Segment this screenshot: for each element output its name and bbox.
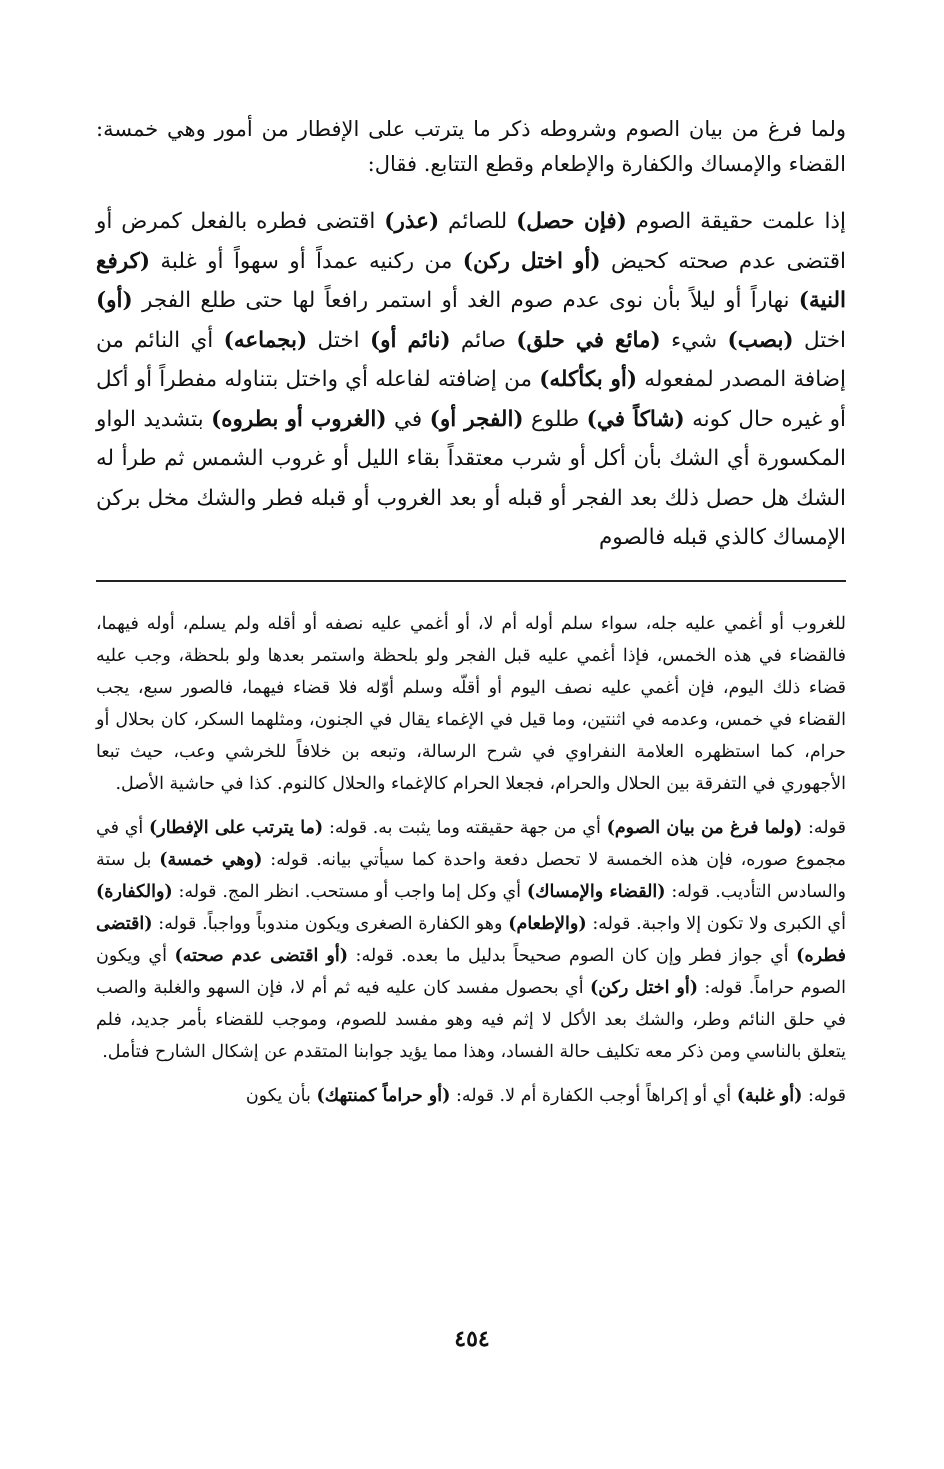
bold-citation: (والإطعام) bbox=[508, 913, 587, 934]
bold-citation: (وهي خمسة) bbox=[159, 849, 263, 870]
text-run: بأن يكون bbox=[245, 1085, 317, 1106]
bold-citation: (عذر) bbox=[384, 209, 440, 234]
bold-citation: (كرفع النية) bbox=[96, 248, 846, 313]
text-run: اختل bbox=[307, 327, 370, 353]
text-run: أي جواز فطر وإن كان الصوم صحيحاً بدليل ما بعده. قوله: bbox=[348, 945, 797, 966]
bold-citation: (شاكاً في) bbox=[586, 406, 685, 432]
bold-citation: (اقتضى فطره) bbox=[96, 913, 846, 966]
text-run: إذا علمت حقيقة الصوم bbox=[626, 209, 846, 234]
text-run: نهاراً أو ليلاً بأن نوى عدم صوم الغد أو استمر رافعاً لها حتى طلع الفجر bbox=[132, 288, 799, 313]
footnote-paragraph bbox=[96, 1080, 846, 1112]
footnotes bbox=[96, 608, 846, 1112]
text-run: في bbox=[386, 406, 430, 432]
bold-citation: (بجماعه) bbox=[223, 327, 308, 353]
text-run: طلوع bbox=[523, 406, 587, 432]
bold-citation: (الغروب أو بطروه) bbox=[211, 406, 387, 432]
text-run: أي النائم من إضافة المصدر لمفعوله bbox=[96, 327, 846, 392]
text-run: شيء bbox=[660, 327, 728, 353]
text-run: أي وكل إما واجب أو مستحب. انظر المج. قوله: bbox=[172, 881, 527, 902]
bold-citation: (أو بكأكله) bbox=[539, 367, 638, 392]
text-run: أي من جهة حقيقته وما يثبت به. قوله: bbox=[323, 817, 607, 838]
bold-citation: (بصب) bbox=[727, 327, 794, 353]
text-run: بل ستة والسادس التأديب. قوله: bbox=[96, 849, 846, 902]
text-run: للصائم bbox=[439, 209, 517, 234]
page-number: ٤٥٤ bbox=[454, 1326, 490, 1352]
bold-citation: (والكفارة) bbox=[96, 881, 173, 902]
text-run: أي أو إكراهاً أوجب الكفارة أم لا. قوله: bbox=[450, 1085, 737, 1106]
text-run: أي ويكون الصوم حراماً. قوله: bbox=[96, 945, 846, 998]
text-run: أي الكبرى ولا تكون إلا واجبة. قوله: bbox=[586, 913, 846, 934]
bold-citation: (أو اقتضى عدم صحته) bbox=[174, 945, 349, 966]
text-run: قوله: bbox=[802, 1085, 846, 1106]
text-run: أي بحصول مفسد كان عليه فيه ثم أم لا، فإن السهو والغلبة والصب في حلق النائم وطر، والشك بعد الأكل لا إثم فيه وهو مفسد للصوم، وموجب للقضاء بأمر جديد، فلم يتعلق بالناسي ومن ذكر معه تكليف حالة الفساد، وهذا مما يؤيد جوابنا المتقدم عن إشكال الشارح فتأمل. bbox=[96, 977, 846, 1062]
bold-citation: (أو) bbox=[96, 288, 133, 313]
text-run: اقتضى فطره بالفعل كمرض أو اقتضى عدم صحته كحيض bbox=[96, 209, 846, 274]
text-run: قوله: bbox=[802, 817, 847, 838]
footnote-paragraph bbox=[96, 608, 846, 800]
bold-citation: (ما يترتب على الإفطار) bbox=[149, 817, 324, 838]
bold-citation: (نائم أو) bbox=[369, 327, 451, 353]
text-run: اختل bbox=[793, 327, 847, 353]
bold-citation: (أو حراماً كمنتهك) bbox=[316, 1085, 451, 1106]
text-run: من إضافته لفاعله أي واختل بتناوله مفطراً أو أكل أو غيره حال كونه bbox=[96, 367, 847, 432]
bold-citation: (مائع في حلق) bbox=[516, 327, 661, 353]
footnote-paragraph bbox=[96, 812, 846, 1068]
bold-citation: (القضاء والإمساك) bbox=[526, 881, 666, 902]
bold-citation: (أو اختل ركن) bbox=[462, 248, 601, 274]
bold-citation: (فإن حصل) bbox=[516, 209, 627, 234]
text-run: أي في مجموع صوره، فإن هذه الخمسة لا تحصل دفعة واحدة كما سيأتي بيانه. قوله: bbox=[96, 817, 846, 870]
text-run: بتشديد الواو المكسورة أي الشك بأن أكل أو شرب معتقداً بقاء الليل أو غروب الشمس ثم طرأ له الشك هل حصل ذلك بعد الفجر أو قبله أو بعد الغروب أو قبله فطر والشك مخل بركن الإمساك كالذي قبله فالصوم bbox=[96, 406, 846, 550]
intro-paragraph: ولما فرغ من بيان الصوم وشروطه ذكر ما يترتب على الإفطار من أمور وهي خمسة: القضاء والإمساك والكفارة والإطعام وقطع التتابع. فقال: bbox=[96, 117, 846, 176]
bold-citation: (أو اختل ركن) bbox=[589, 977, 698, 998]
text-run: صائم bbox=[450, 327, 517, 353]
bold-citation: (ولما فرغ من بيان الصوم) bbox=[606, 817, 803, 838]
page-body bbox=[96, 112, 846, 1124]
text-run: من ركنيه عمداً أو سهواً أو غلبة bbox=[150, 248, 463, 274]
main-text-paragraph bbox=[96, 202, 846, 558]
text-run: للغروب أو أغمي عليه جله، سواء سلم أوله أم لا، أو أغمي عليه نصفه أو أقله ولم يسلم، أوله فيهما، فالقضاء في هذه الخمس، فإذا أغمي عليه قبل الفجر ولو بلحظة واستمر بعدها ولو بلحظة، وجب عليه قضاء ذلك اليوم، فإن أغمي عليه نصف اليوم أو أقلّه وسلم أوّله فلا قضاء فيهما، فالصور سبع، يجب القضاء في خمس، وعدمه في اثنتين، وما قيل في الإغماء يقال في الجنون، ومثلهما السكر، كان بحلال أو حرام، كما استظهره العلامة النفراوي في شرح الرسالة، وتبعه بن خلافاً للخرشي وعب، حيث تبعا الأجهوري في التفرقة بين الحلال والحرام، فجعلا الحرام كالإغماء والحلال كالنوم. كذا في حاشية الأصل. bbox=[96, 613, 846, 794]
footnote-divider bbox=[96, 580, 846, 582]
text-run: وهو الكفارة الصغرى ويكون مندوباً وواجباً. قوله: bbox=[152, 913, 509, 934]
bold-citation: (الفجر أو) bbox=[429, 406, 524, 432]
bold-citation: (أو غلبة) bbox=[736, 1085, 803, 1106]
